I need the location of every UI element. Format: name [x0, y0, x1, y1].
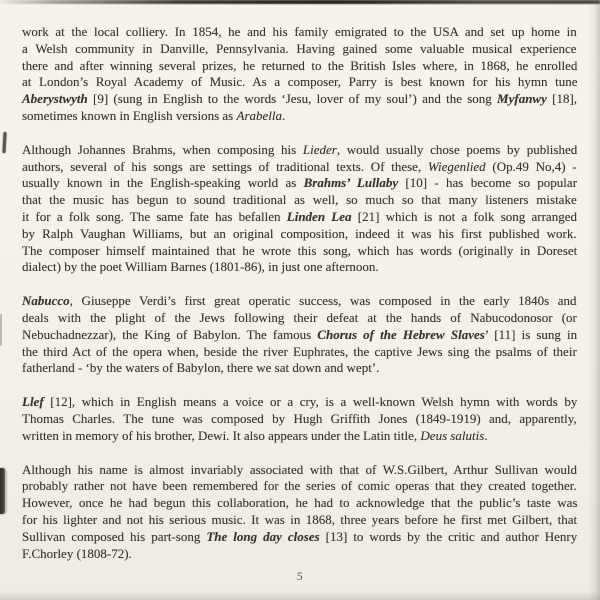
emphasized-text: Chorus of the Hebrew Slaves — [317, 326, 485, 342]
body-text: that the music has begun to sound traditional as well, so much so that many listeners mistake — [22, 192, 577, 208]
body-text: deals with the plight of the Jews following their defeat at the hands of Nabucodonosor (or — [22, 309, 577, 325]
paragraph — [22, 293, 578, 377]
body-text: [10] - has become so popular — [398, 175, 578, 191]
body-text: Although Johannes Brahms, when composing his — [22, 141, 303, 157]
body-text: Thomas Charles. The tune was composed by Hugh Griffith Jones (1849-1919) and, apparently, — [22, 410, 577, 426]
body-text: Nebuchadnezzar), the King of Babylon. The famous — [22, 326, 318, 342]
paragraph — [22, 462, 578, 563]
body-text: it for a folk song. The same fate has befallen — [22, 208, 287, 224]
page-text — [22, 24, 578, 562]
body-text: . — [282, 107, 286, 123]
body-text: usually known in the English-speaking world as — [22, 175, 304, 191]
body-text: [13] to words by the critic and author Henry — [319, 528, 578, 544]
emphasized-text: Nabucco — [22, 293, 70, 309]
body-text: (Op.49 No,4) - — [485, 158, 577, 174]
text-line — [22, 159, 578, 176]
emphasized-text: Llef — [22, 394, 44, 410]
text-line — [22, 226, 578, 243]
paragraph — [22, 24, 578, 125]
text-line — [22, 108, 578, 125]
text-line — [22, 462, 578, 479]
text-line — [22, 293, 578, 310]
text-line — [22, 360, 578, 377]
body-text: However, once he had begun this collaboration, he had to acknowledge that the public’s taste was — [22, 495, 578, 511]
text-line — [22, 175, 578, 192]
paragraph — [22, 394, 578, 444]
body-text: at London’s Royal Academy of Music. As a composer, Parry is best known for his hymn tune — [22, 74, 578, 90]
body-text: . — [484, 427, 488, 443]
text-line — [22, 58, 578, 75]
text-line — [22, 411, 578, 428]
body-text: ’ [11] is sung in — [484, 326, 578, 342]
scan-edge-right-shade — [588, 0, 600, 600]
text-line — [22, 478, 578, 495]
emphasized-text: Brahms’ Lullaby — [303, 175, 399, 191]
emphasized-text: The long day closes — [206, 528, 320, 544]
emphasized-text: Linden Lea — [286, 208, 352, 224]
text-line — [22, 209, 578, 226]
scan-edge-bottom-shade — [0, 591, 600, 600]
body-text: fatherland - ‘by the waters of Babylon, there we sat down and wept’. — [22, 360, 380, 376]
text-line — [22, 546, 578, 563]
body-text: [9] (sung in English to the words ‘Jesu, lover of my soul’) and the song — [87, 91, 498, 107]
body-text: by Ralph Vaughan Williams, but an original composition, indeed it was his first published work. — [22, 225, 577, 241]
text-line — [22, 495, 578, 512]
body-text: dialect) by the poet William Barnes (1801-86), in just one afternoon. — [22, 259, 379, 275]
body-text: authors, several of his songs are settings of traditional texts. Of these, — [22, 158, 428, 174]
body-text: the third Act of the opera when, beside the river Euphrates, the captive Jews sing the psalms of their — [22, 343, 577, 359]
body-text: for his lighter and not his serious music. It was in 1868, three years before he first met Gilbert, that — [22, 511, 578, 527]
emphasized-text: Wiegenlied — [427, 158, 486, 174]
body-text: work at the local colliery. In 1854, he and his family emigrated to the USA and set up home in — [22, 24, 577, 39]
body-text: The composer himself maintained that he wrote this song, which has words (originally in Doreset — [22, 242, 578, 258]
text-line — [22, 327, 578, 344]
body-text: [21] which is not a folk song arranged — [351, 208, 577, 224]
emphasized-text: Deus salutis — [420, 427, 485, 443]
text-line — [22, 192, 578, 209]
scan-mark-left-upper — [2, 132, 6, 153]
body-text: Although his name is almost invariably associated with that of W.S.Gilbert, Arthur Sullivan would — [22, 461, 578, 477]
body-text: [18], — [546, 91, 578, 107]
text-line — [22, 41, 578, 58]
text-line — [22, 310, 578, 327]
emphasized-text: Arabella — [236, 107, 282, 123]
text-line — [22, 529, 578, 546]
body-text: probably rather not have been remembered for the series of comic operas that they created together. — [22, 478, 577, 494]
text-line — [22, 259, 578, 276]
body-text: written in memory of his brother, Dewi. It also appears under the Latin title, — [22, 427, 421, 443]
body-text: sometimes known in English versions as — [22, 107, 237, 123]
body-text: [12], which in English means a voice or a cry, is a well-known Welsh hymn with words by — [43, 394, 578, 410]
body-text: , would usually chose poems by published — [336, 141, 578, 157]
text-line — [22, 344, 578, 361]
scan-mark-left-lower — [0, 468, 6, 514]
page-number: 5 — [296, 571, 304, 583]
text-line — [22, 91, 578, 108]
body-text: Sullivan composed his part-song — [22, 528, 207, 544]
scan-mark-left-middle — [0, 314, 2, 346]
emphasized-text: Myfanwy — [497, 91, 547, 107]
text-line — [22, 142, 578, 159]
text-line — [22, 428, 578, 445]
text-line — [22, 74, 578, 91]
paragraph — [22, 142, 578, 276]
text-line — [22, 243, 578, 260]
text-line — [22, 24, 578, 41]
body-text: F.Chorley (1808-72). — [22, 545, 132, 561]
text-line — [22, 394, 578, 411]
emphasized-text: Lieder — [302, 141, 337, 157]
body-text: a Welsh community in Danville, Pennsylvania. Having gained some valuable musical experience — [22, 40, 577, 56]
scan-edge-top-band — [0, 0, 600, 4]
body-text: , Giuseppe Verdi’s first great operatic success, was composed in the early 1840s and — [69, 293, 577, 309]
body-text: there and after winning several prizes, he returned to the British Isles where, in 1868, he enrolled — [22, 57, 578, 73]
text-line — [22, 512, 578, 529]
emphasized-text: Aberystwyth — [22, 91, 88, 107]
